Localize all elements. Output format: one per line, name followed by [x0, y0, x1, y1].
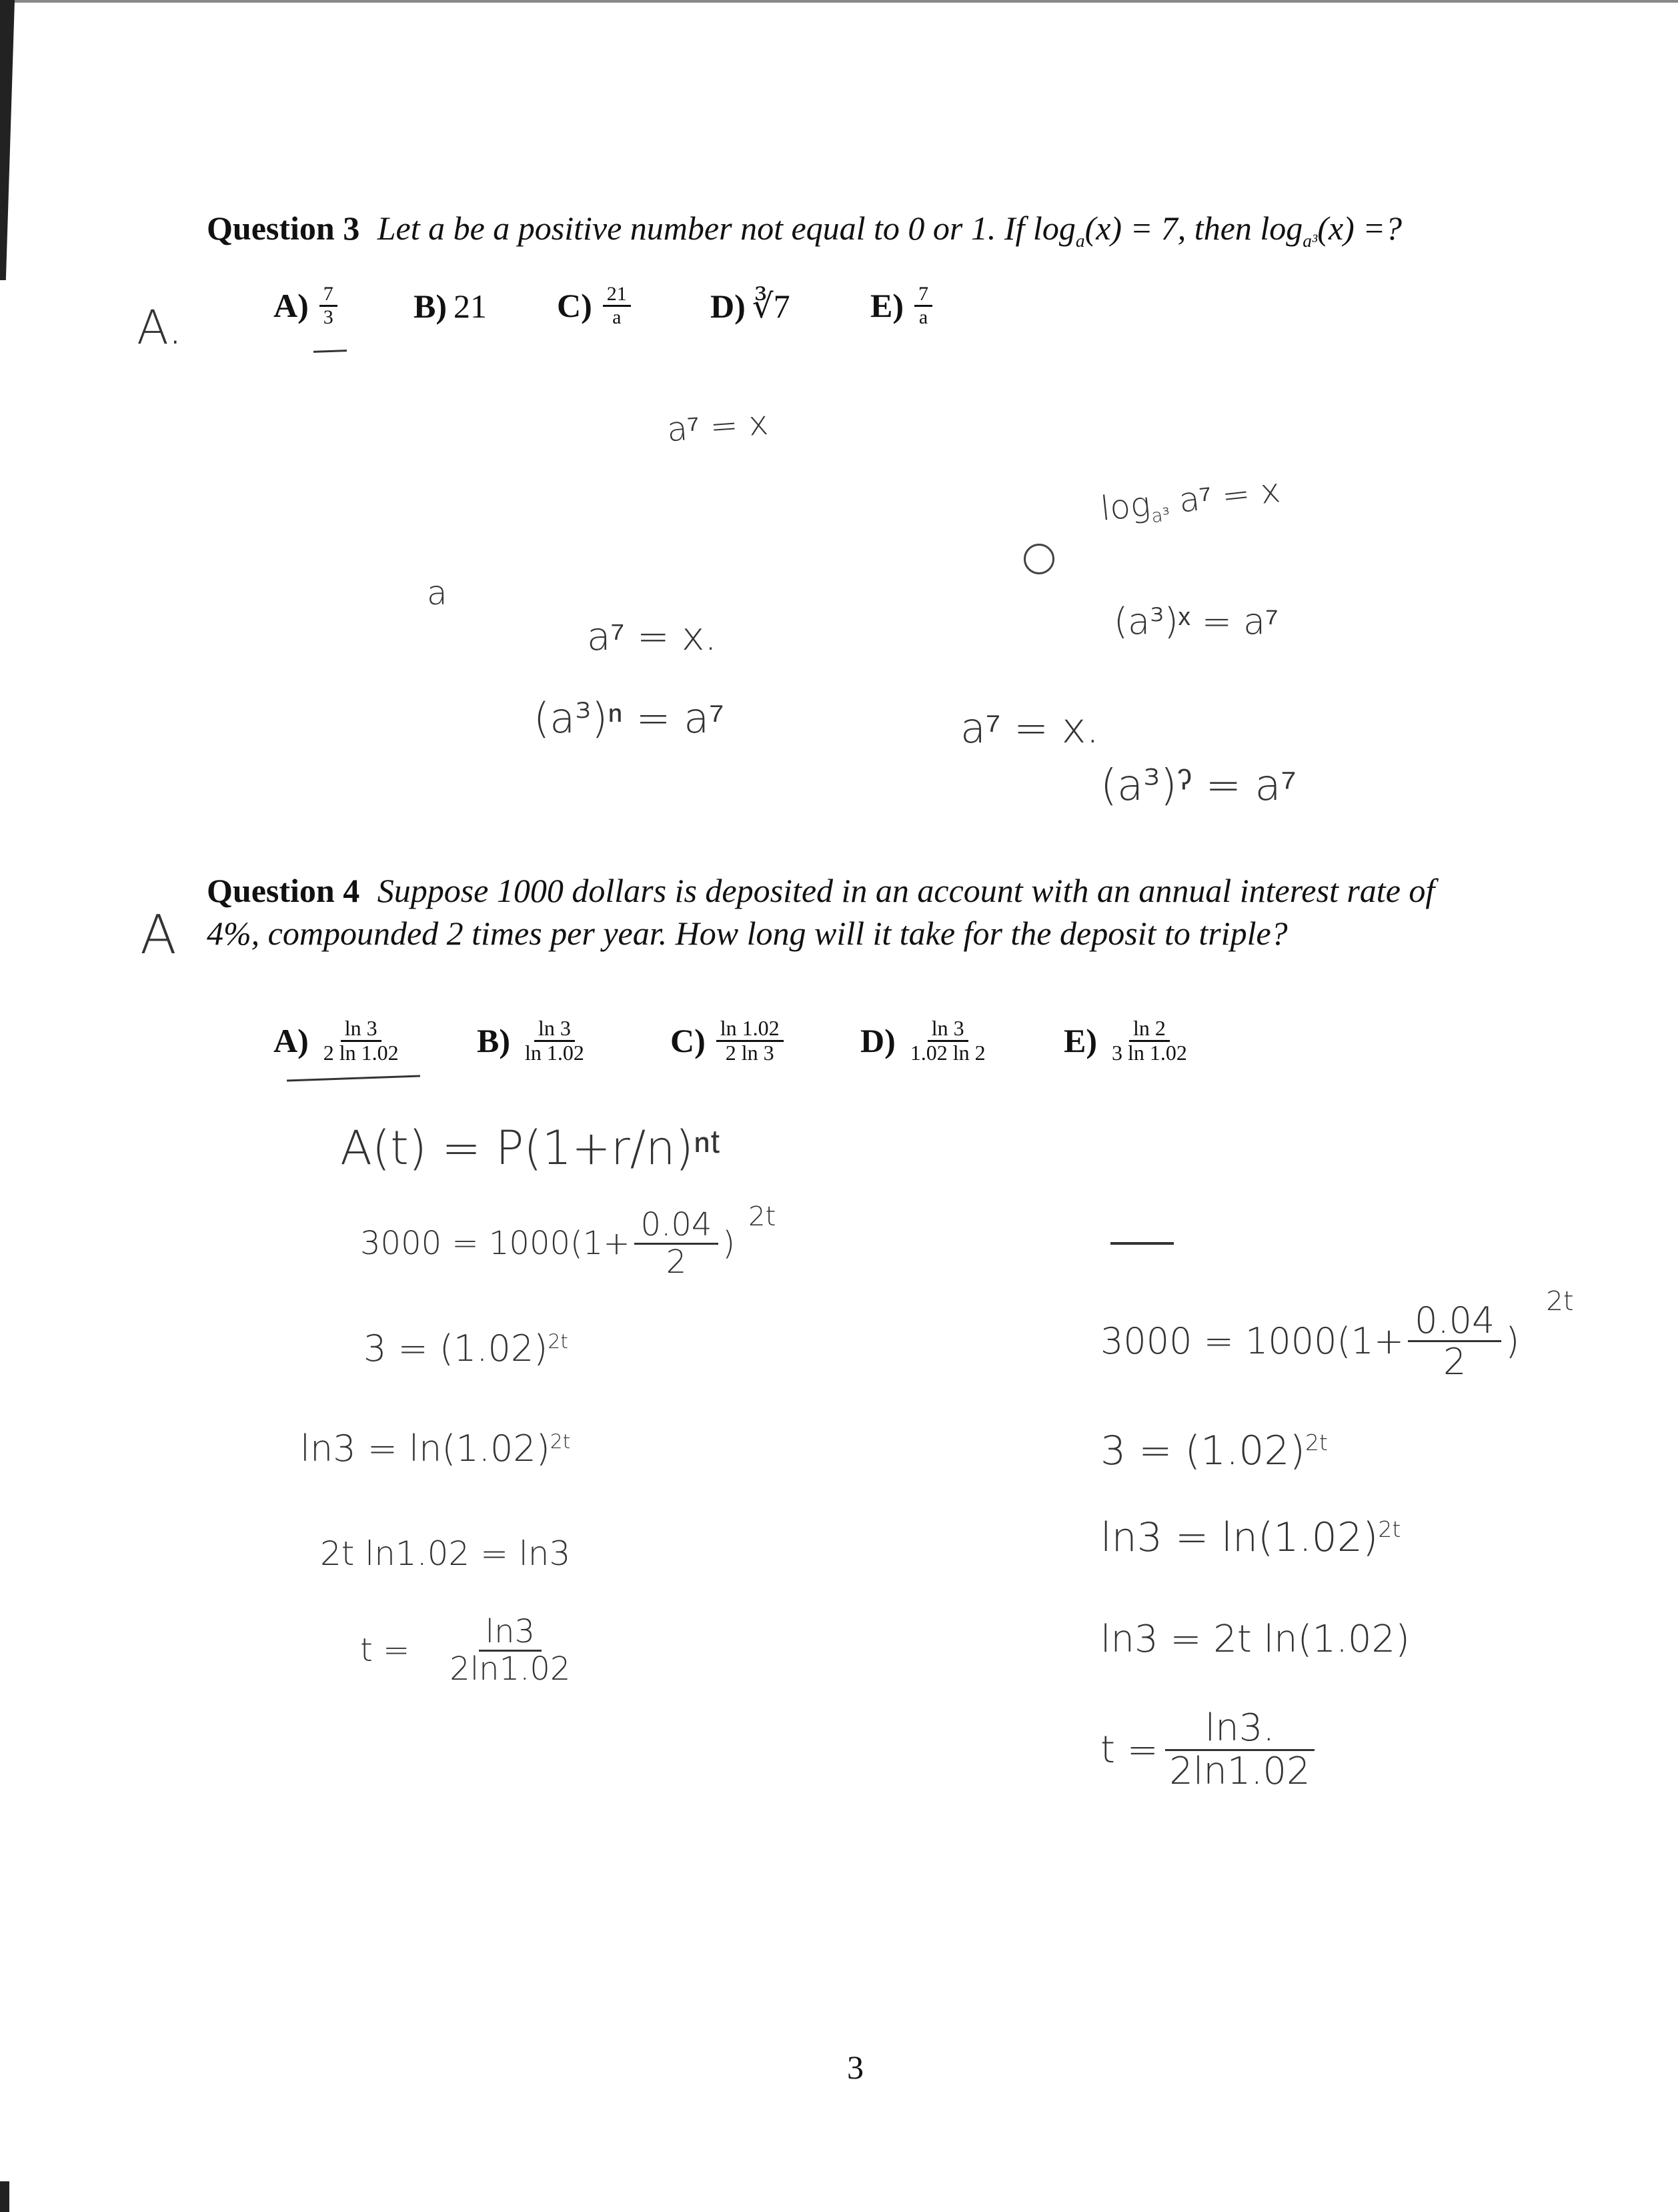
scratch-q4-right-line-4: ln3 = 2t ln(1.02)	[1100, 1618, 1411, 1661]
q4-choice-c: C) $\frac{\ln 1.02}{2 \ln 3}$	[670, 1017, 784, 1064]
q3-choice-a-underline	[313, 350, 347, 353]
q3-choice-d: D) ∛7	[710, 288, 790, 325]
q4-choice-a: A) $\frac{\ln 3}{2 \ln 1.02}$	[273, 1016, 399, 1065]
scratch-q4-line-6: t = $\frac{\ln 3}{2\ln 1.02}$	[360, 1613, 571, 1688]
scratch-q3-2: a	[427, 574, 448, 612]
q4-choice-a-underline	[287, 1075, 420, 1082]
scratch-q3-5: $\log_{a^3} a^7 = x$	[1098, 471, 1283, 528]
scratch-dash	[1110, 1242, 1174, 1245]
scratch-q4-line-5: 2t ln1.02 = ln3	[320, 1534, 571, 1573]
scratch-q4-line-3: $3 = (1.02)^{2t}$	[363, 1327, 568, 1369]
question-3-label: Question 3	[207, 209, 360, 247]
page-number: 3	[847, 2049, 864, 2086]
scratch-q4-formula: A(t) = P(1+r/n)ⁿᵗ	[340, 1121, 721, 1175]
scratch-q4-line-4: $\ln 3 = \ln(1.02)^{2t}$	[300, 1428, 571, 1470]
q3-choice-a: A) $\frac{7}{3}$	[273, 284, 337, 328]
question-3-stem	[207, 208, 1402, 251]
q4-choice-e: E) $\frac{\ln 2}{3 \ln 1.02}$	[1064, 1016, 1187, 1065]
question-4-answer-mark: A	[140, 904, 177, 966]
scan-edge-bottom-left	[0, 2181, 9, 2212]
question-4-label: Question 4	[207, 872, 360, 909]
q3-choice-e: E) $\frac{7}{a}$	[870, 284, 932, 328]
scratch-q3-3: a⁷ = x.	[587, 614, 717, 659]
scratch-q3-circle	[1024, 544, 1054, 574]
scratch-q4-right-line-3: $\ln 3 = \ln(1.02)^{2t}$	[1100, 1514, 1401, 1561]
question-4-line-2: 4%, compounded 2 times per year. How long will it take for the deposit to triple?	[207, 915, 1288, 952]
scratch-q3-1: a⁷ = x	[666, 403, 770, 450]
scan-edge-top	[0, 0, 1678, 3]
q4-choice-d: D) $\frac{\ln 3}{1.02 \ln 2}$	[860, 1016, 986, 1065]
scratch-q4-line-2: 3000 = 1000(1+ $\frac{0.04}{2}$ ) 2t	[360, 1201, 776, 1281]
scratch-q4-right-line-2: $3 = (1.02)^{2t}$	[1100, 1428, 1328, 1474]
scratch-q3-8: (a³)ˀ = a⁷	[1100, 761, 1297, 810]
scratch-q4-right-line-5: t = $\frac{\ln 3.}{2\ln 1.02}$	[1100, 1708, 1315, 1792]
q3-choice-c: C) $\frac{21}{a}$	[557, 284, 631, 328]
question-4-stem	[207, 871, 1435, 953]
q3-choice-b: B) 21	[413, 288, 487, 325]
scratch-q3-4: (a³)ⁿ = a⁷	[534, 694, 724, 742]
scan-edge-left	[0, 0, 15, 280]
question-4-line-1: Question 4 Suppose 1000 dollars is deposited in an account with an annual interest rate of	[207, 872, 1435, 909]
scratch-q3-7: a⁷ = x.	[960, 704, 1100, 752]
scratch-q3-6: (a³)ˣ = a⁷	[1114, 600, 1279, 642]
q4-choice-b: B) $\frac{\ln 3}{\ln 1.02}$	[477, 1016, 584, 1065]
scratch-q4-right-line-1: 3000 = 1000(1+ $\frac{0.04}{2}$ ) 2t	[1100, 1285, 1574, 1384]
question-3-text: Let a be a positive number not equal to 0 or 1. If $\log_a(x) = 7$, then $\log_{a^3}(x)$ =?	[377, 209, 1403, 251]
question-3-answer-mark: A.	[137, 300, 183, 355]
